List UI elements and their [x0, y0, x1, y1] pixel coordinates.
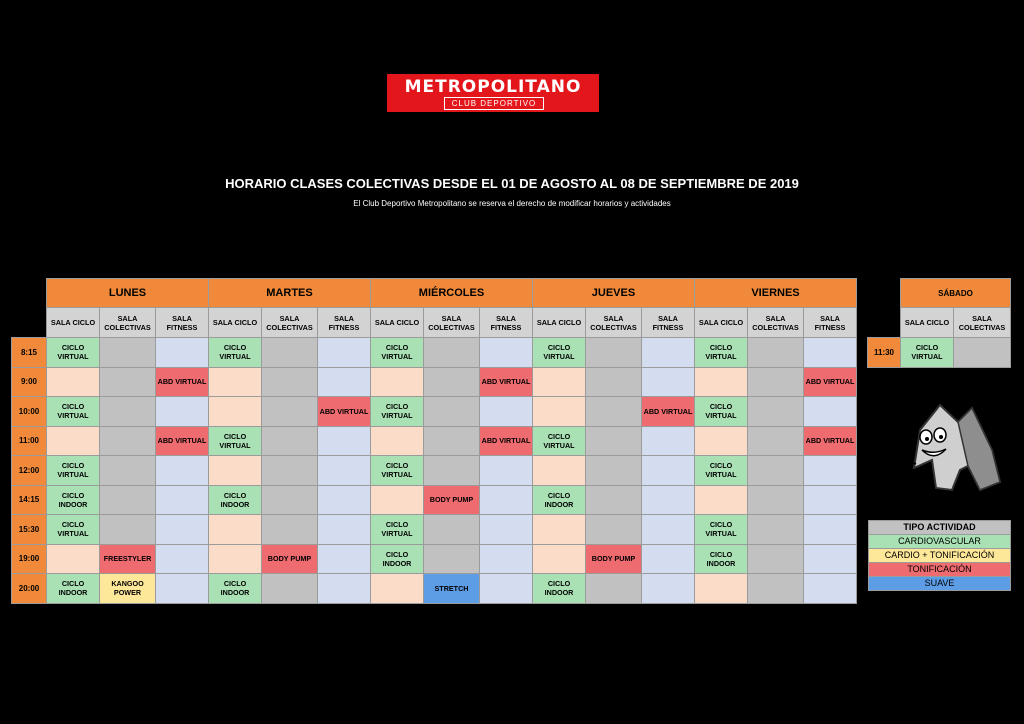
day-header-viernes: VIERNES	[695, 279, 857, 308]
empty-slot	[262, 485, 318, 515]
class-cell: CICLO VIRTUAL	[695, 456, 748, 486]
mascot-image	[892, 400, 1004, 495]
empty-slot	[586, 515, 642, 545]
room-header: SALA COLECTIVAS	[954, 308, 1011, 338]
empty-slot	[318, 456, 371, 486]
empty-slot	[586, 456, 642, 486]
empty-slot	[424, 544, 480, 574]
legend-item: TONIFICACIÓN	[869, 563, 1011, 577]
class-cell: ABD VIRTUAL	[804, 367, 857, 397]
class-cell: CICLO VIRTUAL	[209, 426, 262, 456]
class-cell: BODY PUMP	[262, 544, 318, 574]
empty-slot	[262, 515, 318, 545]
empty-slot	[533, 397, 586, 427]
empty-slot	[533, 515, 586, 545]
legend-item: CARDIOVASCULAR	[869, 535, 1011, 549]
empty-slot	[424, 426, 480, 456]
room-header: SALA COLECTIVAS	[424, 308, 480, 338]
class-cell: CICLO INDOOR	[533, 485, 586, 515]
logo-subtitle: CLUB DEPORTIVO	[444, 97, 544, 110]
empty-slot	[748, 515, 804, 545]
schedule-row	[12, 544, 857, 574]
empty-slot	[748, 544, 804, 574]
empty-slot	[47, 426, 100, 456]
empty-slot	[156, 338, 209, 368]
empty-slot	[318, 367, 371, 397]
empty-slot	[156, 544, 209, 574]
empty-slot	[100, 338, 156, 368]
empty-slot	[533, 456, 586, 486]
empty-slot	[100, 485, 156, 515]
empty-slot	[642, 426, 695, 456]
class-cell: CICLO INDOOR	[47, 485, 100, 515]
empty-slot	[748, 574, 804, 604]
class-cell: CICLO INDOOR	[695, 544, 748, 574]
empty-slot	[209, 456, 262, 486]
class-cell: CICLO VIRTUAL	[695, 397, 748, 427]
room-header: SALA CICLO	[47, 308, 100, 338]
schedule-row	[12, 426, 857, 456]
empty-slot	[100, 397, 156, 427]
class-cell: CICLO INDOOR	[209, 574, 262, 604]
class-cell: CICLO VIRTUAL	[371, 397, 424, 427]
class-cell: CICLO VIRTUAL	[371, 515, 424, 545]
empty-slot	[586, 574, 642, 604]
empty-slot	[318, 338, 371, 368]
empty-slot	[480, 515, 533, 545]
empty-slot	[371, 426, 424, 456]
empty-slot	[318, 574, 371, 604]
empty-slot	[100, 456, 156, 486]
empty-slot	[262, 367, 318, 397]
empty-slot	[586, 397, 642, 427]
room-header: SALA CICLO	[209, 308, 262, 338]
empty-slot	[586, 338, 642, 368]
empty-slot	[533, 367, 586, 397]
empty-slot	[318, 426, 371, 456]
empty-slot	[748, 397, 804, 427]
class-cell: ABD VIRTUAL	[480, 367, 533, 397]
room-header: SALA FITNESS	[318, 308, 371, 338]
class-cell: BODY PUMP	[586, 544, 642, 574]
schedule-row	[12, 574, 857, 604]
empty-slot	[804, 574, 857, 604]
empty-slot	[100, 426, 156, 456]
page-title: HORARIO CLASES COLECTIVAS DESDE EL 01 DE AGOSTO AL 08 DE SEPTIEMBRE DE 2019	[225, 176, 799, 191]
empty-slot	[480, 338, 533, 368]
empty-slot	[954, 338, 1011, 368]
class-cell: ABD VIRTUAL	[480, 426, 533, 456]
empty-slot	[424, 397, 480, 427]
empty-slot	[371, 574, 424, 604]
empty-slot	[748, 338, 804, 368]
room-header: SALA FITNESS	[480, 308, 533, 338]
time-cell: 9:00	[12, 367, 47, 397]
class-cell: CICLO INDOOR	[371, 544, 424, 574]
class-cell: ABD VIRTUAL	[156, 426, 209, 456]
empty-slot	[748, 485, 804, 515]
empty-slot	[156, 574, 209, 604]
empty-slot	[480, 456, 533, 486]
class-cell: CICLO VIRTUAL	[901, 338, 954, 368]
room-header: SALA CICLO	[371, 308, 424, 338]
class-cell: ABD VIRTUAL	[156, 367, 209, 397]
empty-slot	[318, 515, 371, 545]
empty-slot	[533, 544, 586, 574]
empty-slot	[642, 574, 695, 604]
room-header: SALA FITNESS	[156, 308, 209, 338]
empty-slot	[642, 367, 695, 397]
time-cell: 15:30	[12, 515, 47, 545]
empty-slot	[480, 397, 533, 427]
class-cell: ABD VIRTUAL	[642, 397, 695, 427]
empty-slot	[156, 515, 209, 545]
day-header-lunes: LUNES	[47, 279, 209, 308]
empty-slot	[371, 485, 424, 515]
empty-slot	[695, 426, 748, 456]
class-cell: CICLO VIRTUAL	[533, 338, 586, 368]
empty-slot	[424, 515, 480, 545]
legend-item: CARDIO + TONIFICACIÓN	[869, 549, 1011, 563]
empty-slot	[47, 544, 100, 574]
legend-item: SUAVE	[869, 577, 1011, 591]
class-cell: CICLO VIRTUAL	[695, 338, 748, 368]
empty-slot	[804, 338, 857, 368]
logo-brand: METROPOLITANO	[404, 77, 582, 97]
empty-slot	[642, 515, 695, 545]
empty-slot	[586, 426, 642, 456]
empty-slot	[318, 544, 371, 574]
empty-slot	[804, 397, 857, 427]
room-header: SALA COLECTIVAS	[586, 308, 642, 338]
day-header-martes: MARTES	[209, 279, 371, 308]
empty-slot	[642, 544, 695, 574]
room-header: SALA CICLO	[901, 308, 954, 338]
corner-cell	[868, 279, 901, 308]
time-cell: 8:15	[12, 338, 47, 368]
class-cell: CICLO INDOOR	[209, 485, 262, 515]
room-header: SALA COLECTIVAS	[262, 308, 318, 338]
time-cell: 10:00	[12, 397, 47, 427]
schedule-row	[12, 397, 857, 427]
empty-slot	[156, 456, 209, 486]
empty-slot	[262, 456, 318, 486]
empty-slot	[100, 367, 156, 397]
class-cell: CICLO INDOOR	[47, 574, 100, 604]
time-cell: 19:00	[12, 544, 47, 574]
schedule-row	[12, 515, 857, 545]
empty-slot	[642, 485, 695, 515]
class-cell: CICLO VIRTUAL	[47, 456, 100, 486]
empty-slot	[209, 367, 262, 397]
schedule-row	[12, 367, 857, 397]
day-header-sabado: SÁBADO	[901, 279, 1011, 308]
empty-slot	[156, 397, 209, 427]
corner-cell	[868, 308, 901, 338]
schedule-row	[12, 456, 857, 486]
empty-slot	[642, 456, 695, 486]
empty-slot	[748, 456, 804, 486]
class-cell: ABD VIRTUAL	[318, 397, 371, 427]
class-cell: CICLO INDOOR	[533, 574, 586, 604]
day-header-jueves: JUEVES	[533, 279, 695, 308]
empty-slot	[424, 338, 480, 368]
page-subtitle: El Club Deportivo Metropolitano se reserva el derecho de modificar horarios y actividades	[353, 199, 671, 208]
schedule-row	[12, 338, 857, 368]
room-header: SALA COLECTIVAS	[100, 308, 156, 338]
empty-slot	[804, 544, 857, 574]
empty-slot	[209, 544, 262, 574]
time-cell: 20:00	[12, 574, 47, 604]
room-header: SALA CICLO	[533, 308, 586, 338]
class-cell: KANGOO POWER	[100, 574, 156, 604]
class-cell: ABD VIRTUAL	[804, 426, 857, 456]
empty-slot	[156, 485, 209, 515]
time-cell: 11:00	[12, 426, 47, 456]
class-cell: CICLO VIRTUAL	[371, 456, 424, 486]
empty-slot	[262, 397, 318, 427]
empty-slot	[748, 367, 804, 397]
empty-slot	[586, 485, 642, 515]
class-cell: BODY PUMP	[424, 485, 480, 515]
class-cell: CICLO VIRTUAL	[47, 338, 100, 368]
empty-slot	[804, 515, 857, 545]
empty-slot	[100, 515, 156, 545]
empty-slot	[318, 485, 371, 515]
club-logo	[387, 74, 599, 112]
class-cell: CICLO VIRTUAL	[209, 338, 262, 368]
empty-slot	[480, 574, 533, 604]
class-cell: FREESTYLER	[100, 544, 156, 574]
room-header: SALA FITNESS	[642, 308, 695, 338]
empty-slot	[209, 397, 262, 427]
empty-slot	[262, 338, 318, 368]
empty-slot	[804, 456, 857, 486]
empty-slot	[804, 485, 857, 515]
schedule-row	[12, 485, 857, 515]
empty-slot	[586, 367, 642, 397]
empty-slot	[642, 338, 695, 368]
time-cell: 12:00	[12, 456, 47, 486]
room-header: SALA FITNESS	[804, 308, 857, 338]
empty-slot	[209, 515, 262, 545]
class-cell: CICLO VIRTUAL	[371, 338, 424, 368]
weekly-schedule-table	[11, 278, 857, 604]
class-cell: STRETCH	[424, 574, 480, 604]
empty-slot	[695, 485, 748, 515]
empty-slot	[695, 367, 748, 397]
empty-slot	[480, 544, 533, 574]
empty-slot	[695, 574, 748, 604]
empty-slot	[480, 485, 533, 515]
day-header-miercoles: MIÉRCOLES	[371, 279, 533, 308]
empty-slot	[262, 426, 318, 456]
corner-cell	[12, 279, 47, 308]
empty-slot	[748, 426, 804, 456]
empty-slot	[424, 456, 480, 486]
class-cell: CICLO VIRTUAL	[47, 515, 100, 545]
legend-header: TIPO ACTIVIDAD	[869, 521, 1011, 535]
room-header: SALA COLECTIVAS	[748, 308, 804, 338]
time-cell: 11:30	[868, 338, 901, 368]
empty-slot	[262, 574, 318, 604]
empty-slot	[371, 367, 424, 397]
class-cell: CICLO VIRTUAL	[47, 397, 100, 427]
activity-type-legend	[868, 520, 1011, 591]
empty-slot	[47, 367, 100, 397]
saturday-schedule-table	[867, 278, 1011, 368]
empty-slot	[424, 367, 480, 397]
class-cell: CICLO VIRTUAL	[533, 426, 586, 456]
time-cell: 14:15	[12, 485, 47, 515]
class-cell: CICLO VIRTUAL	[695, 515, 748, 545]
corner-cell	[12, 308, 47, 338]
room-header: SALA CICLO	[695, 308, 748, 338]
